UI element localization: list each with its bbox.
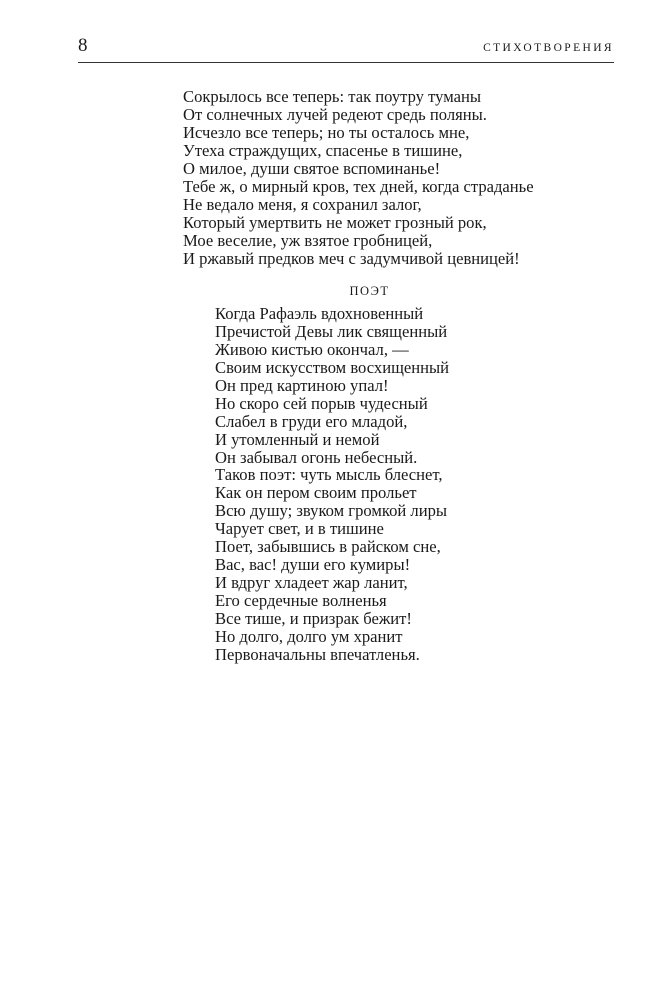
verse-line: Исчезло все теперь; но ты осталось мне, xyxy=(183,123,470,142)
page-number: 8 xyxy=(78,35,88,56)
verse-line: Его сердечные волненья xyxy=(215,591,387,610)
verse-line: Пречистой Девы лик священный xyxy=(215,322,448,341)
verse-line: Все тише, и призрак бежит! xyxy=(215,609,412,628)
verse-line: Таков поэт: чуть мысль блеснет, xyxy=(215,465,443,484)
poem-title: ПОЭТ xyxy=(349,284,390,298)
poem-stanza-2 xyxy=(215,466,447,664)
verse-line: Когда Рафаэль вдохновенный xyxy=(215,304,424,323)
verse-line: Утеха страждущих, спасенье в тишине, xyxy=(183,141,463,160)
stanza-closing-previous-poem xyxy=(183,88,534,268)
verse-line: Не ведало меня, я сохранил залог, xyxy=(183,195,422,214)
poem-stanza-1 xyxy=(215,305,449,467)
verse-line: Вас, вас! души его кумиры! xyxy=(215,555,411,574)
verse-line: Как он пером своим прольет xyxy=(215,483,417,502)
verse-line: Тебе ж, о мирный кров, тех дней, когда страданье xyxy=(183,177,534,196)
verse-line: От солнечных лучей редеют средь поляны. xyxy=(183,105,487,124)
verse-line: Всю душу; звуком громкой лиры xyxy=(215,501,448,520)
verse-line: Своим искусством восхищенный xyxy=(215,358,450,377)
verse-line: И ржавый предков меч с задумчивой цевницей! xyxy=(183,249,520,268)
verse-line: И утомленный и немой xyxy=(215,430,380,449)
section-title: СТИХОТВОРЕНИЯ xyxy=(483,42,614,54)
verse-line: Но долго, долго ум хранит xyxy=(215,627,403,646)
header-rule xyxy=(78,62,614,63)
verse-line: О милое, души святое вспоминанье! xyxy=(183,159,441,178)
verse-line: Первоначальны впечатленья. xyxy=(215,645,420,664)
verse-line: Мое веселие, уж взятое гробницей, xyxy=(183,231,433,250)
verse-line: Который умертвить не может грозный рок, xyxy=(183,213,487,232)
verse-line: Он забывал огонь небесный. xyxy=(215,448,418,467)
verse-line: Живою кистью окончал, — xyxy=(215,340,409,359)
verse-line: Чарует свет, и в тишине xyxy=(215,519,384,538)
verse-line: Он пред картиною упал! xyxy=(215,376,389,395)
verse-line: Поет, забывшись в райском сне, xyxy=(215,537,441,556)
verse-line: И вдруг хладеет жар ланит, xyxy=(215,573,408,592)
running-head xyxy=(78,34,614,64)
verse-line: Но скоро сей порыв чудесный xyxy=(215,394,428,413)
verse-line: Сокрылось все теперь: так поутру туманы xyxy=(183,87,481,106)
verse-line: Слабел в груди его младой, xyxy=(215,412,408,431)
